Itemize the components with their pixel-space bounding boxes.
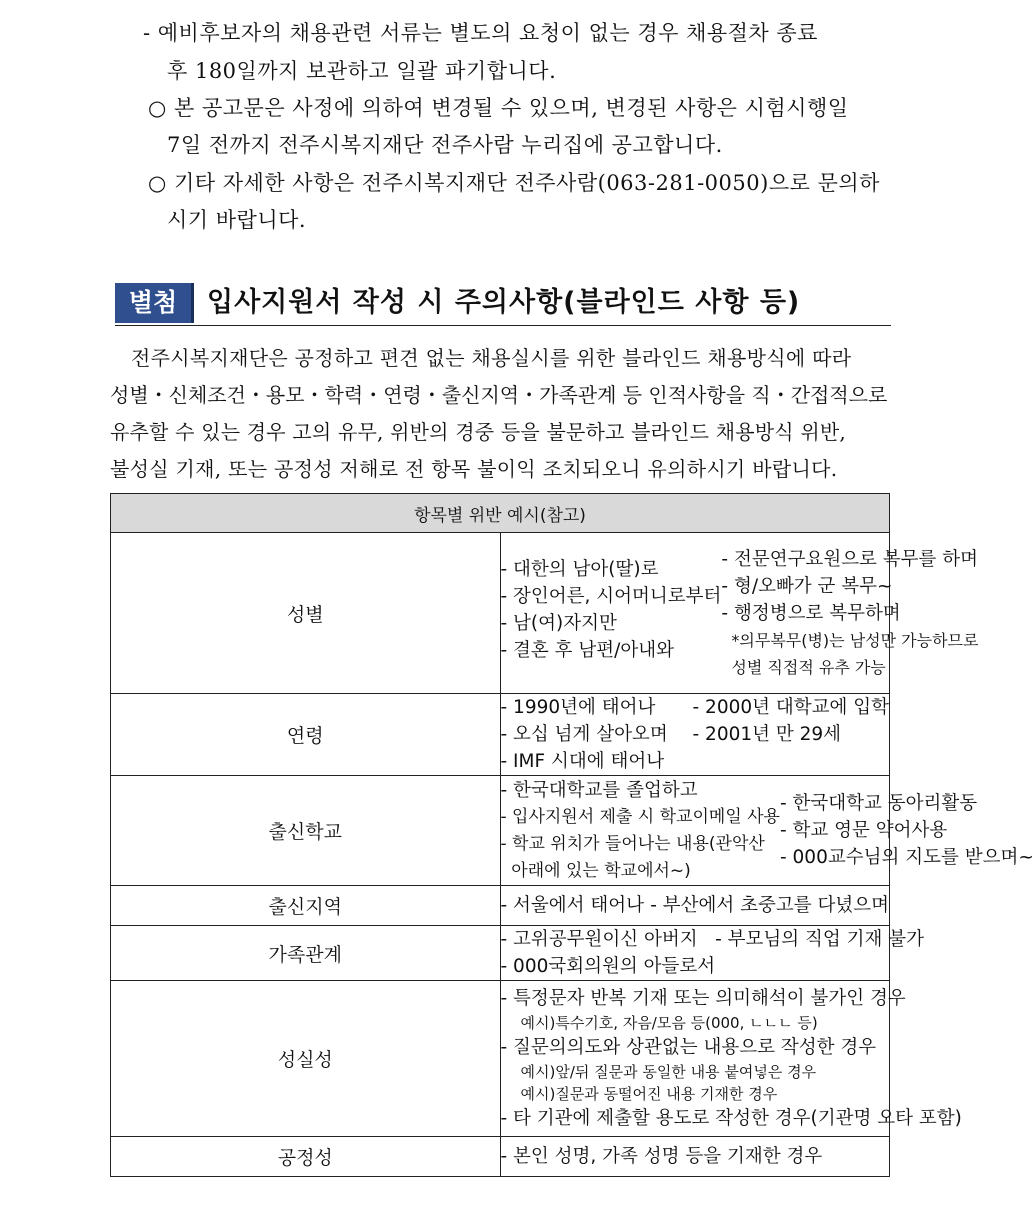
section-title: 입사지원서 작성 시 주의사항(블라인드 사항 등) — [207, 287, 801, 318]
intro-line-4: 7일 전까지 전주시복지재단 전주사람 누리집에 공고합니다. — [167, 133, 723, 157]
example-item: - 남(여)자지만 — [500, 612, 617, 634]
row-content — [500, 1137, 890, 1177]
example-item: - 한국대학교 동아리활동 — [779, 793, 978, 814]
paragraph-line-3: 유추할 수 있는 경우 고의 유무, 위반의 경중 등을 불문하고 블라인드 채용방식 위반, — [110, 420, 846, 444]
row-category: 출신학교 — [111, 776, 501, 886]
example-item: - 질문의의도와 상관없는 내용으로 작성한 경우 — [500, 1037, 877, 1058]
intro-line-1: - 예비후보자의 채용관련 서류는 별도의 요청이 없는 경우 채용절차 종료 — [143, 21, 818, 45]
table-row — [111, 776, 890, 886]
table-row — [111, 1137, 890, 1177]
example-item: - IMF 시대에 태어나 — [500, 751, 665, 772]
table-row — [111, 694, 890, 776]
table-row — [111, 533, 890, 694]
example-item: - 대한의 남아(딸)로 — [500, 558, 659, 580]
table-row — [111, 886, 890, 926]
example-item: - 본인 성명, 가족 성명 등을 기재한 경우 — [500, 1146, 823, 1167]
example-item: - 2001년 만 29세 — [692, 724, 842, 745]
row-category: 공정성 — [111, 1137, 501, 1177]
example-note: *의무복무(병)는 남성만 가능하므로 — [731, 630, 979, 650]
row-category: 성별 — [111, 533, 501, 694]
row-category: 출신지역 — [111, 886, 501, 926]
row-content — [500, 886, 890, 926]
row-category: 연령 — [111, 694, 501, 776]
intro-line-2: 후 180일까지 보관하고 일괄 파기합니다. — [167, 59, 557, 83]
row-content — [500, 926, 925, 981]
example-item: - 형/오빠가 군 복무~ — [721, 575, 893, 597]
intro-line-5: ○ 기타 자세한 사항은 전주시복지재단 전주사람(063-281-0050)으로 문의하 — [148, 171, 880, 195]
example-item: - 1990년에 태어나 — [500, 697, 656, 718]
example-item: - 입사지원서 제출 시 학교이메일 사용 — [500, 806, 780, 827]
example-item: - 오십 넘게 살아오며 — [500, 724, 668, 745]
example-item: - 000국회의원의 아들로서 — [500, 956, 716, 977]
paragraph-line-2: 성별・신체조건・용모・학력・연령・출신지역・가족관계 등 인적사항을 직・간접적으로 — [110, 383, 888, 407]
table-header-row — [111, 494, 890, 533]
example-item: - 학교 위치가 들어나는 내용(관악산 — [500, 833, 765, 854]
row-content — [500, 694, 890, 776]
row-content — [500, 533, 979, 694]
example-item: 아래에 있는 학교에서~) — [500, 860, 691, 881]
example-item: - 장인어른, 시어머니로부터 — [500, 585, 722, 607]
example-item: - 결혼 후 남편/아내와 — [500, 639, 675, 661]
row-category: 성실성 — [111, 981, 501, 1137]
example-item: - 부모님의 직업 기재 불가 — [715, 929, 925, 950]
intro-line-3: ○ 본 공고문은 사정에 의하여 변경될 수 있으며, 변경된 사항은 시험시행일 — [148, 96, 849, 120]
row-content — [500, 981, 962, 1137]
intro-line-6: 시기 바랍니다. — [167, 208, 307, 232]
example-item: - 학교 영문 약어사용 — [779, 820, 948, 841]
violation-examples-table — [110, 493, 1034, 1177]
example-subitem: 예시)특수기호, 자음/모음 등(000, ㄴㄴㄴ 등) — [520, 1014, 818, 1032]
example-item: - 전문연구요원으로 복무를 하며 — [721, 548, 979, 570]
example-item: - 2000년 대학교에 입학 — [692, 697, 889, 718]
example-item: - 고위공무원이신 아버지 — [500, 929, 698, 950]
example-subitem: 예시)질문과 동떨어진 내용 기재한 경우 — [520, 1085, 778, 1103]
paragraph-line-4: 불성실 기재, 또는 공정성 저해로 전 항목 불이익 조치되오니 유의하시기 바랍니다. — [110, 457, 838, 481]
section-heading — [115, 283, 891, 326]
example-item: - 특정문자 반복 기재 또는 의미해석이 불가인 경우 — [500, 988, 906, 1009]
example-item: - 행정병으로 복무하며 — [721, 602, 901, 624]
row-content — [500, 776, 1034, 886]
table-row — [111, 981, 890, 1137]
example-item: - 타 기관에 제출할 용도로 작성한 경우(기관명 오타 포함) — [500, 1108, 962, 1129]
paragraph-line-1: 전주시복지재단은 공정하고 편견 없는 채용실시를 위한 블라인드 채용방식에 따라 — [131, 346, 852, 370]
example-item: - 부산에서 초중고를 다녔으며 — [650, 895, 889, 916]
attachment-badge: 별첨 — [115, 283, 194, 323]
example-item: - 000교수님의 지도를 받으며~ — [779, 847, 1034, 868]
table-header: 항목별 위반 예시(참고) — [111, 494, 890, 533]
row-category: 가족관계 — [111, 926, 501, 981]
example-note: 성별 직접적 유추 가능 — [731, 657, 886, 677]
example-subitem: 예시)앞/뒤 질문과 동일한 내용 붙여넣은 경우 — [520, 1063, 817, 1081]
example-item: - 한국대학교를 졸업하고 — [500, 779, 698, 801]
example-item: - 서울에서 태어나 — [500, 895, 645, 916]
table-row — [111, 926, 890, 981]
